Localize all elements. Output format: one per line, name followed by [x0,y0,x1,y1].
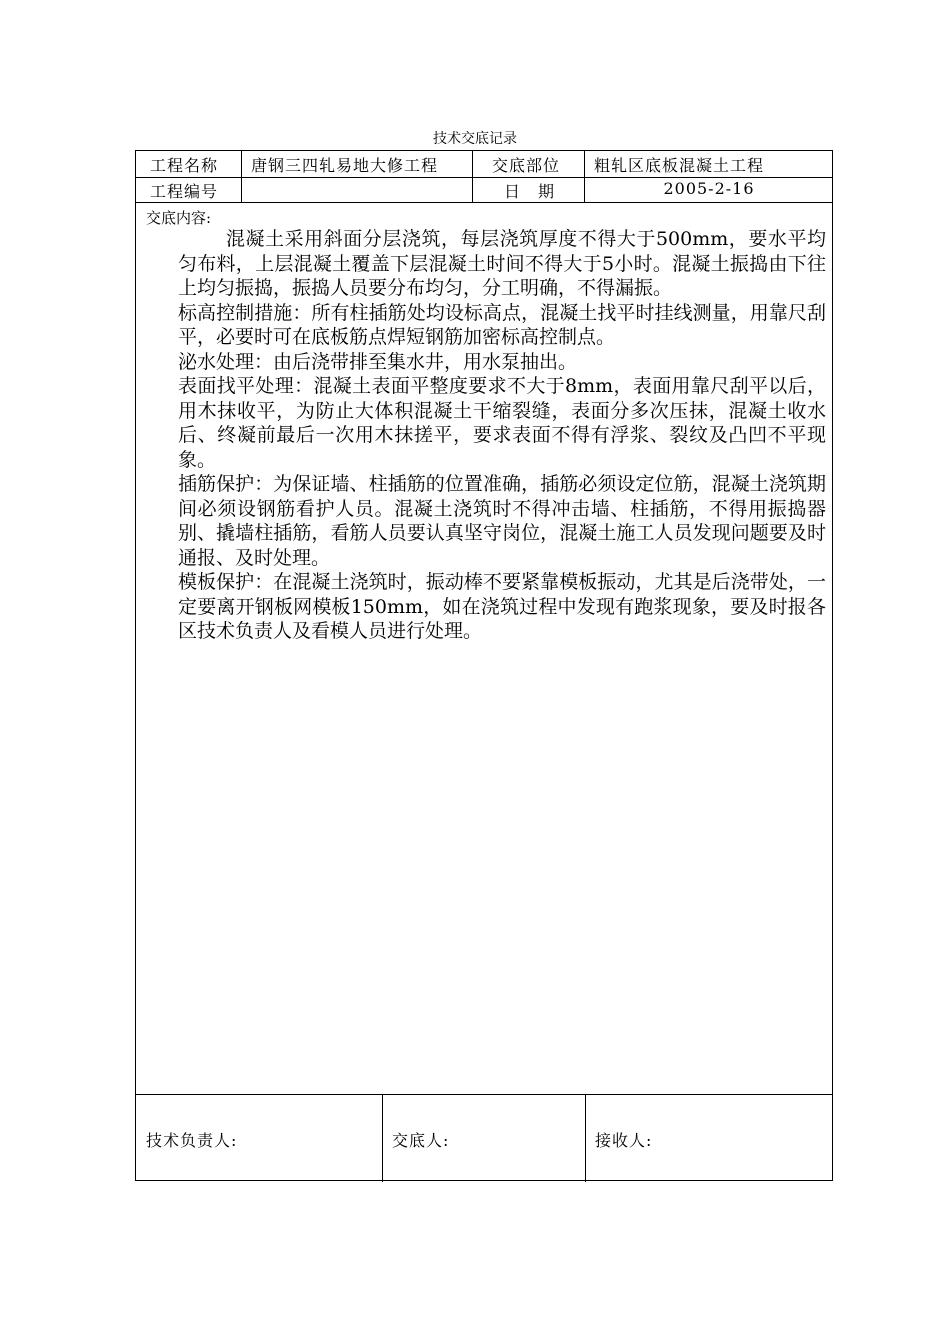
document-title: 技术交底记录 [433,131,517,147]
disclosure-form [135,150,833,1181]
receiver-signature-label: 接收人: [595,1131,653,1150]
content-paragraph: 泌水处理：由后浇带排至集水井，用水泵抽出。 [178,350,578,373]
content-body [178,227,826,644]
content-paragraph: 模板保护：在混凝土浇筑时，振动棒不要紧靠模板振动，尤其是后浇带处，一定要离开钢板网模板150mm，如在浇筑过程中发现有跑浆现象，要及时报各区技术负责人及看模人员进行处理。 [178,571,826,642]
project-no-label: 工程编号 [150,182,219,201]
tech-lead-signature-label: 技术负责人: [146,1131,238,1150]
project-name-label: 工程名称 [150,156,219,175]
date-value: 2005-2-16 [663,179,755,198]
content-paragraph: 插筋保护：为保证墙、柱插筋的位置准确，插筋必须设定位筋，混凝土浇筑期间必须设钢筋看护人员。混凝土浇筑时不得冲击墙、柱插筋，不得用振捣器别、撬墙柱插筋，看筋人员要认真坚守岗位，混凝土施工人员发现问题要及时通报、及时处理。 [178,473,826,569]
row-divider [136,1094,832,1095]
project-name-value: 唐钢三四轧易地大修工程 [251,156,439,175]
date-label: 日 期 [504,182,556,201]
column-divider [472,151,473,202]
location-label: 交底部位 [492,156,561,175]
column-divider [382,1094,383,1182]
content-label: 交底内容: [146,209,212,227]
presenter-signature-label: 交底人: [392,1131,450,1150]
content-paragraph: 表面找平处理：混凝土表面平整度要求不大于8mm，表面用靠尺刮平以后，用木抹收平，为防止大体积混凝土干缩裂缝，表面分多次压抹，混凝土收水后、终凝前最后一次用木抹搓平，要求表面不得有浮浆、裂纹及凸凹不平现象。 [178,375,826,471]
content-paragraph: 混凝土采用斜面分层浇筑，每层浇筑厚度不得大于500mm，要水平均匀布料，上层混凝土覆盖下层混凝土时间不得大于5小时。混凝土振捣由下往上均匀振捣，振捣人员要分布均匀，分工明确，不得漏振。 [178,228,826,299]
content-paragraph: 标高控制措施：所有柱插筋处均设标高点，混凝土找平时挂线测量，用靠尺刮平，必要时可在底板筋点焊短钢筋加密标高控制点。 [178,301,826,348]
location-value: 粗轧区底板混凝土工程 [594,156,765,175]
column-divider [585,1094,586,1182]
row-divider [136,202,832,203]
column-divider [241,151,242,202]
